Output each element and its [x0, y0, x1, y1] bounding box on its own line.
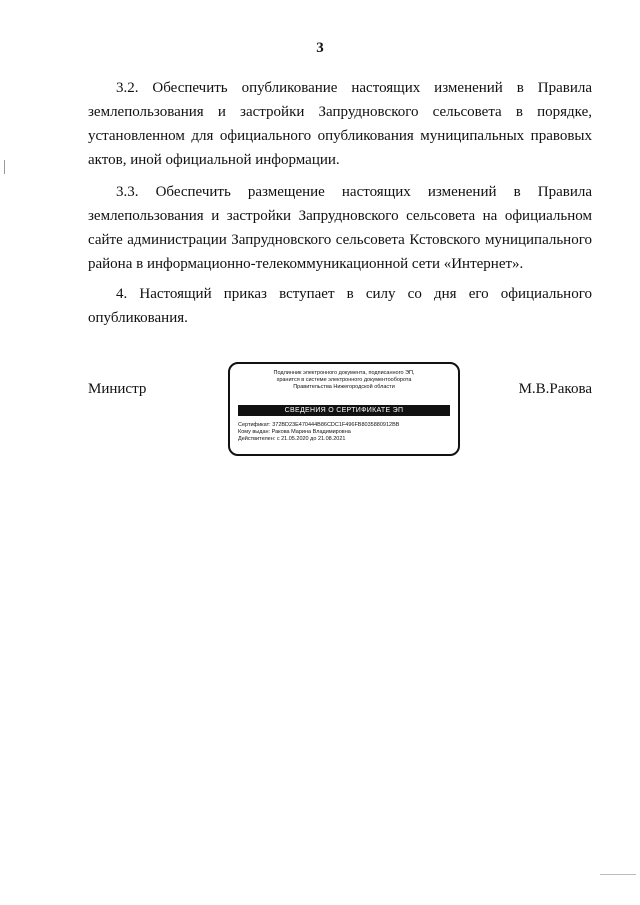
- signatory-name: М.В.Ракова: [518, 381, 592, 397]
- margin-mark: [4, 160, 5, 174]
- paragraph-3-3: 3.3. Обеспечить размещение настоящих изменений в Правила землепользования и застройки Запрудновского сельсовета на официальном сайте администрации Запрудновского сельсовета Кстовского муниципального района в информационно-телекоммуникационной сети «Интернет».: [88, 184, 592, 272]
- stamp-header: [234, 370, 454, 391]
- signatory-position: Министр: [88, 381, 147, 397]
- paragraph-4: 4. Настоящий приказ вступает в силу со дня его официального опубликования.: [88, 286, 592, 326]
- electronic-signature-stamp: [228, 362, 460, 456]
- bottom-rule: [600, 874, 636, 875]
- stamp-validity: Действителен: с 21.05.2020 до 21.08.2021: [238, 436, 346, 442]
- stamp-details: [238, 422, 454, 443]
- stamp-title-bar: СВЕДЕНИЯ О СЕРТИФИКАТЕ ЭП: [238, 405, 450, 416]
- stamp-header-line: Правительства Нижегородской области: [293, 384, 395, 390]
- paragraph-3-2: 3.2. Обеспечить опубликование настоящих изменений в Правила землепользования и застройки Запрудновского сельсовета в порядке, установленном для официального опубликования муниципальных правовых актов, иной официальной информации.: [88, 80, 592, 168]
- page-number: 3: [316, 40, 324, 56]
- stamp-header-line: Подлинник электронного документа, подписанного ЭП,: [273, 370, 415, 376]
- stamp-issued-to: Кому выдан: Ракова Марина Владимировна: [238, 429, 351, 435]
- stamp-certificate: Сертификат: 372BD23E470444B86CDC1F496FB8035880912BB: [238, 422, 400, 428]
- stamp-header-line: хранится в системе электронного документооборота: [276, 377, 412, 383]
